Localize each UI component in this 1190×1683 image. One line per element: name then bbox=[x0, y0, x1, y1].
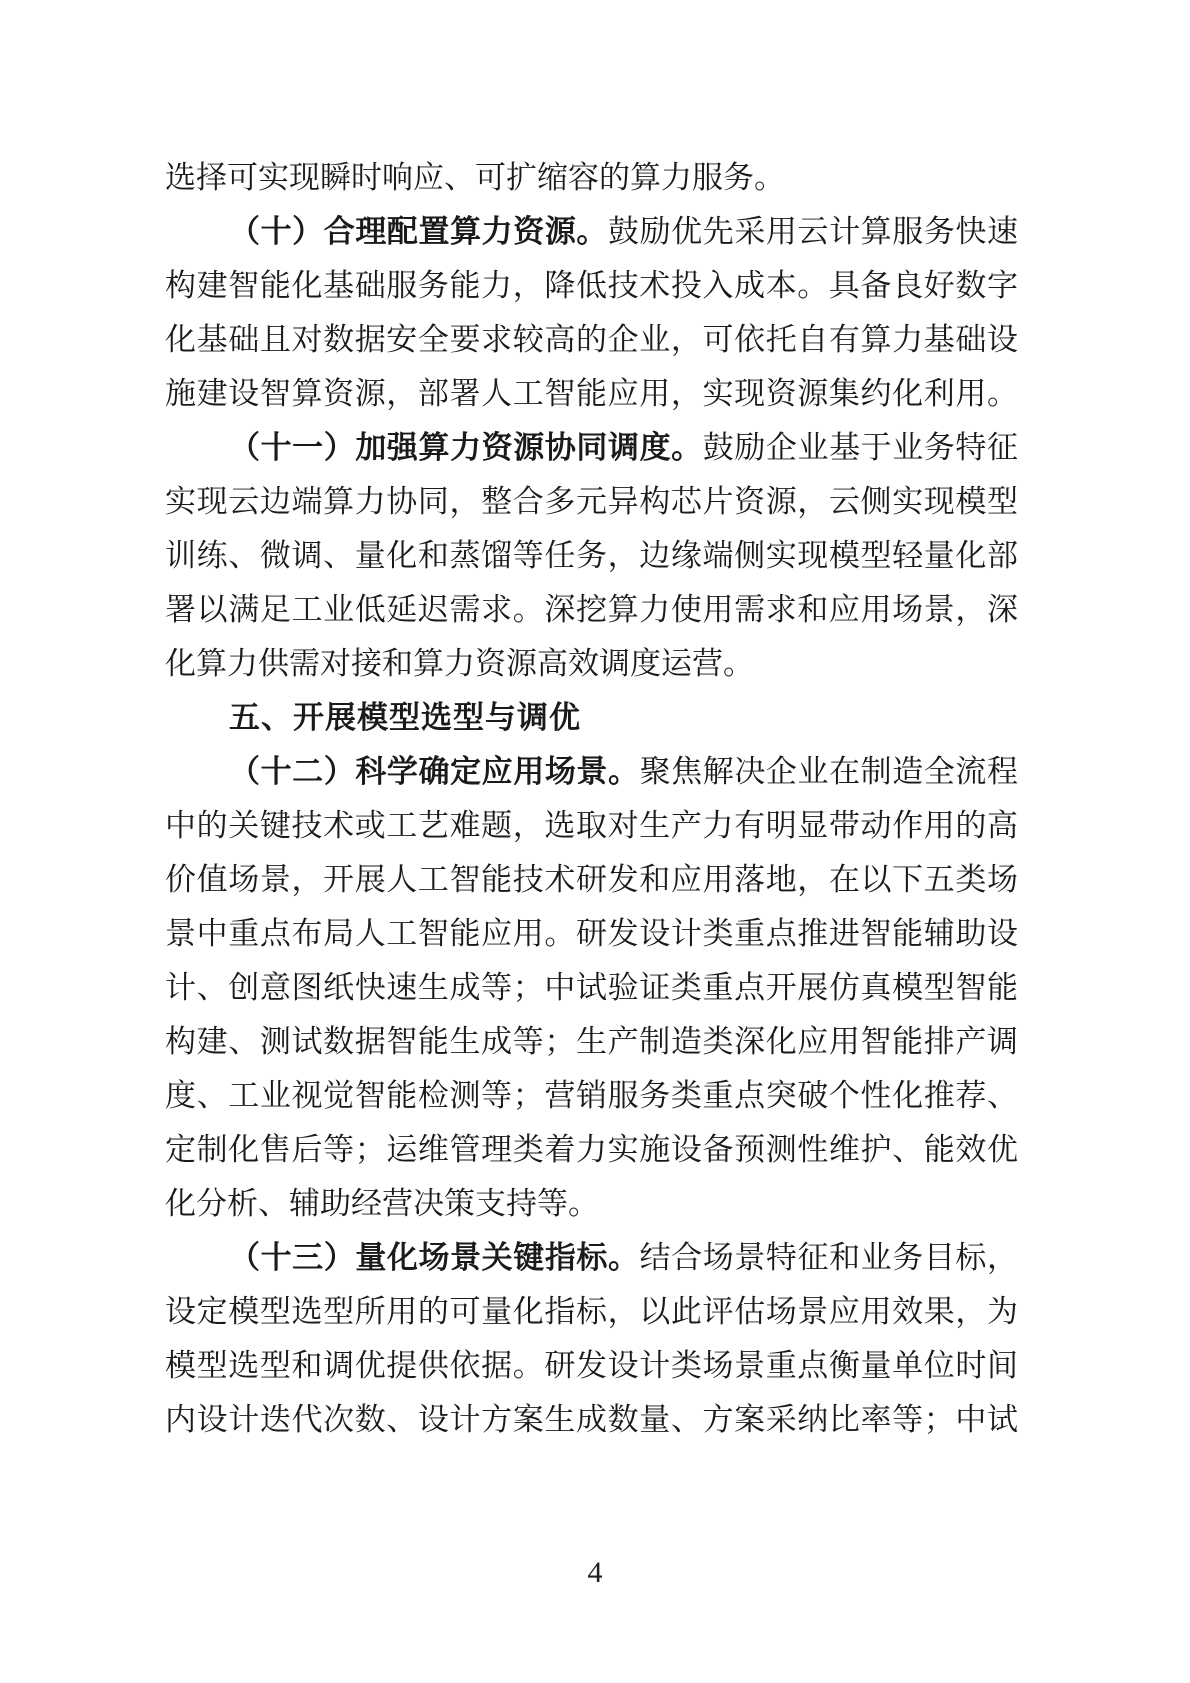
body-text: 计、创意图纸快速生成等；中试验证类重点开展仿真模型智能 bbox=[165, 970, 1018, 1005]
body-text: 定制化售后等；运维管理类着力实施设备预测性维护、能效优 bbox=[165, 1132, 1018, 1167]
body-text: 实现云边端算力协同，整合多元异构芯片资源，云侧实现模型 bbox=[165, 484, 1018, 519]
body-text: 选择可实现瞬时响应、可扩缩容的算力服务。 bbox=[165, 160, 785, 195]
body-text: 价值场景，开展人工智能技术研发和应用落地，在以下五类场 bbox=[165, 862, 1018, 897]
text-line bbox=[165, 1123, 1018, 1177]
text-line bbox=[165, 745, 1018, 799]
text-line bbox=[165, 151, 1018, 205]
body-text: 聚焦解决企业在制造全流程 bbox=[639, 754, 1019, 789]
body-text: 化分析、辅助经营决策支持等。 bbox=[165, 1186, 599, 1221]
lead-in-text: （十三）量化场景关键指标。 bbox=[229, 1240, 640, 1275]
text-line bbox=[165, 907, 1018, 961]
body-text: 化基础且对数据安全要求较高的企业，可依托自有算力基础设 bbox=[165, 322, 1018, 357]
text-line bbox=[165, 259, 1018, 313]
text-line bbox=[165, 475, 1018, 529]
body-text: 训练、微调、量化和蒸馏等任务，边缘端侧实现模型轻量化部 bbox=[165, 538, 1018, 573]
text-line bbox=[165, 205, 1018, 259]
body-text: 设定模型选型所用的可量化指标，以此评估场景应用效果，为 bbox=[165, 1294, 1018, 1329]
body-text: 景中重点布局人工智能应用。研发设计类重点推进智能辅助设 bbox=[165, 916, 1018, 951]
body-text: 鼓励优先采用云计算服务快速 bbox=[608, 214, 1018, 249]
text-line bbox=[165, 367, 1018, 421]
body-text: 构建智能化基础服务能力，降低技术投入成本。具备良好数字 bbox=[165, 268, 1018, 303]
text-line bbox=[165, 1069, 1018, 1123]
body-text: 署以满足工业低延迟需求。深挖算力使用需求和应用场景，深 bbox=[165, 592, 1018, 627]
body-text: 结合场景特征和业务目标， bbox=[639, 1240, 1019, 1275]
text-line bbox=[165, 1231, 1018, 1285]
body-text: 模型选型和调优提供依据。研发设计类场景重点衡量单位时间 bbox=[165, 1348, 1018, 1383]
page-footer bbox=[0, 1556, 1190, 1590]
body-text: 度、工业视觉智能检测等；营销服务类重点突破个性化推荐、 bbox=[165, 1078, 1018, 1113]
body-text: 鼓励企业基于业务特征 bbox=[702, 430, 1018, 465]
lead-in-text: （十二）科学确定应用场景。 bbox=[229, 754, 640, 789]
body-text: 化算力供需对接和算力资源高效调度运营。 bbox=[165, 646, 754, 681]
text-line bbox=[165, 1285, 1018, 1339]
lead-in-text: （十一）加强算力资源协同调度。 bbox=[229, 430, 703, 465]
text-line bbox=[165, 1393, 1018, 1447]
text-line bbox=[165, 529, 1018, 583]
lead-in-text: （十）合理配置算力资源。 bbox=[229, 214, 608, 249]
text-line bbox=[165, 583, 1018, 637]
body-text: 施建设智算资源，部署人工智能应用，实现资源集约化利用。 bbox=[165, 376, 1018, 411]
body-text: 中的关键技术或工艺难题，选取对生产力有明显带动作用的高 bbox=[165, 808, 1018, 843]
text-line bbox=[165, 1177, 1018, 1231]
text-block bbox=[165, 151, 1018, 1447]
text-line bbox=[165, 421, 1018, 475]
body-text: 构建、测试数据智能生成等；生产制造类深化应用智能排产调 bbox=[165, 1024, 1018, 1059]
text-line bbox=[165, 961, 1018, 1015]
text-line bbox=[165, 313, 1018, 367]
lead-in-text: 五、开展模型选型与调优 bbox=[229, 700, 581, 735]
text-line bbox=[165, 1015, 1018, 1069]
text-line bbox=[165, 853, 1018, 907]
text-line bbox=[165, 1339, 1018, 1393]
page-number: 4 bbox=[587, 1556, 603, 1589]
section-heading bbox=[165, 691, 1018, 745]
text-line bbox=[165, 637, 1018, 691]
text-line bbox=[165, 799, 1018, 853]
body-text: 内设计迭代次数、设计方案生成数量、方案采纳比率等；中试 bbox=[165, 1402, 1018, 1437]
